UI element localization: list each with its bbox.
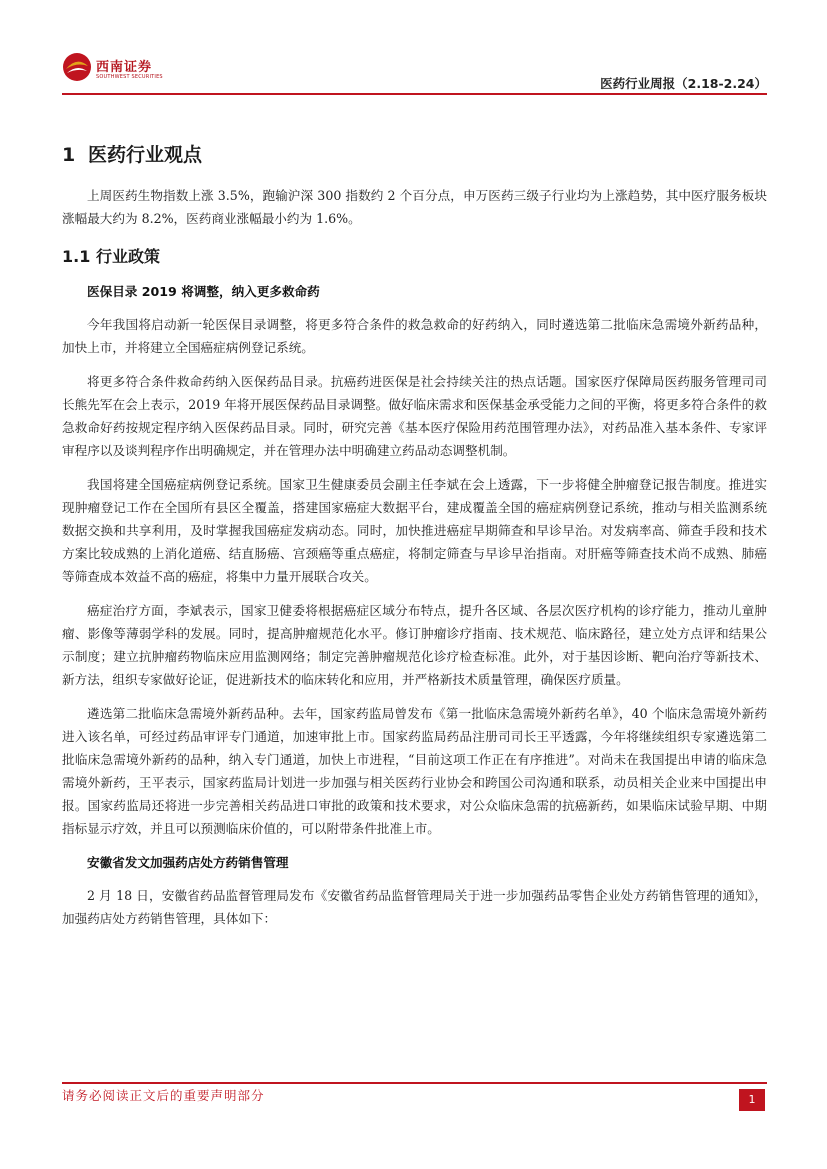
body-paragraph: 癌症治疗方面，李斌表示，国家卫健委将根据癌症区域分布特点，提升各区域、各层次医疗机构的诊疗能力，推动儿童肿瘤、影像等薄弱学科的发展。同时，提高肿瘤规范化水平。修订肿瘤诊疗指南、技术规范、临床路径，建立处方点评和结果公示制度；建立抗肿瘤药物临床应用监测网络；制定完善肿瘤规范化诊疗检查标准。此外，对于基因诊断、靶向治疗等新技术、新方法，组织专家做好论证，促进新技术的临床转化和应用，并严格新技术质量管理，确保医疗质量。 bbox=[62, 603, 767, 687]
body-paragraph: 遴选第二批临床急需境外新药品种。去年，国家药监局曾发布《第一批临床急需境外新药名单》，40 个临床急需境外新药进入该名单，可经过药品审评专门通道，加速审批上市。国家药监局药品注册司司长王平透露，今年将继续组织专家遴选第二批临床急需境外新药的品种，纳入专门通道，加快上市进程，“目前这项工作正在有序推进”。对尚未在我国提出申请的临床急需境外新药，王平表示，国家药监局计划进一步加强与相关医药行业协会和跨国公司沟通和联系，动员相关企业来中国提出申报。国家药监局还将进一步完善相关药品进口审批的政策和技术要求，对公众临床急需的抗癌新药，如果临床试验早期、中期指标显示疗效，并且可以预测临床价值的，可以附带条件批准上市。 bbox=[62, 706, 767, 836]
page-number: 1 bbox=[739, 1089, 765, 1111]
body-paragraph: 今年我国将启动新一轮医保目录调整，将更多符合条件的救急救命的好药纳入，同时遴选第二批临床急需境外新药品种，加快上市，并将建立全国癌症病例登记系统。 bbox=[62, 317, 767, 355]
subsection-heading bbox=[62, 244, 767, 266]
footer-divider bbox=[62, 1082, 767, 1084]
section-intro-paragraph: 上周医药生物指数上涨 3.5%，跑输沪深 300 指数约 2 个百分点，申万医药三级子行业均为上涨趋势，其中医疗服务板块涨幅最大约为 8.2%，医药商业涨幅最小约为 1.6%。 bbox=[62, 188, 767, 226]
logo-english-name: SOUTHWEST SECURITIES bbox=[96, 74, 163, 80]
topic-title-medical-insurance: 医保目录 2019 将调整，纳入更多救命药 bbox=[87, 284, 320, 299]
section-number: 1 bbox=[62, 144, 76, 166]
main-content bbox=[62, 140, 767, 941]
body-paragraph: 将更多符合条件救命药纳入医保药品目录。抗癌药进医保是社会持续关注的热点话题。国家医疗保障局医药服务管理司司长熊先军在会上表示，2019 年将开展医保药品目录调整。做好临床需求和医保基金承受能力之间的平衡，将更多符合条件的救急救命好药按规定程序纳入医保药品目录。同时，研究完善《基本医疗保险用药范围管理办法》，对药品准入基本条件、专家评审程序以及谈判程序作出明确规定，并在管理办法中明确建立药品动态调整机制。 bbox=[62, 374, 767, 458]
logo-chinese-name: 西南证券 bbox=[96, 60, 153, 75]
logo-emblem-icon bbox=[62, 52, 92, 82]
section-heading bbox=[62, 140, 767, 166]
report-title: 医药行业周报（2.18-2.24） bbox=[600, 76, 767, 91]
company-logo bbox=[62, 50, 182, 90]
subsection-number: 1.1 bbox=[62, 247, 91, 266]
body-paragraph: 2 月 18 日，安徽省药品监督管理局发布《安徽省药品监督管理局关于进一步加强药品零售企业处方药销售管理的通知》，加强药店处方药销售管理，具体如下： bbox=[62, 888, 767, 926]
subsection-title: 行业政策 bbox=[96, 247, 161, 266]
footer-disclaimer: 请务必阅读正文后的重要声明部分 bbox=[62, 1088, 265, 1103]
header-divider bbox=[62, 93, 767, 95]
section-title: 医药行业观点 bbox=[88, 144, 203, 166]
page-header bbox=[62, 46, 767, 94]
body-paragraph: 我国将建全国癌症病例登记系统。国家卫生健康委员会副主任李斌在会上透露，下一步将健全肿瘤登记报告制度。推进实现肿瘤登记工作在全国所有县区全覆盖，搭建国家癌症大数据平台，建成覆盖全国的癌症病例登记系统，推动与相关监测系统数据交换和共享利用，及时掌握我国癌症发病动态。同时，加快推进癌症早期筛查和早诊早治。对发病率高、筛查手段和技术方案比较成熟的上消化道癌、结直肠癌、宫颈癌等重点癌症，将制定筛查与早诊早治指南。对肝癌等筛查技术尚不成熟、肺癌等筛查成本效益不高的癌症，将集中力量开展联合攻关。 bbox=[62, 477, 767, 584]
topic-title-anhui-pharmacy: 安徽省发文加强药店处方药销售管理 bbox=[87, 855, 289, 870]
